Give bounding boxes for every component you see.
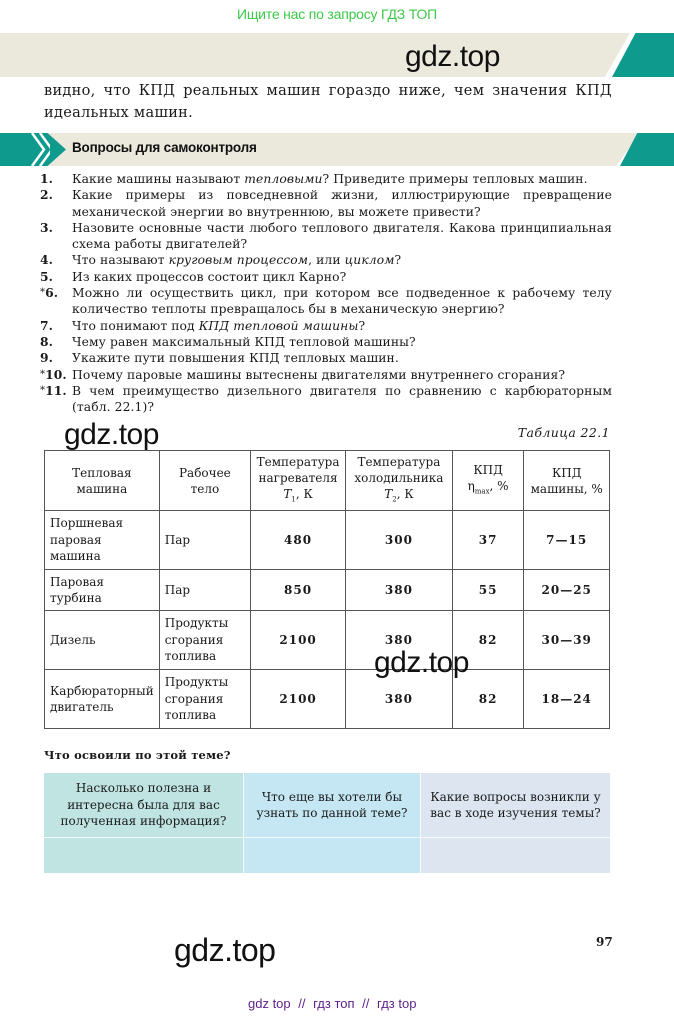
page-number: 97 xyxy=(596,935,613,949)
question-item: 8. Чему равен максимальный КПД тепловой машины? xyxy=(40,333,416,349)
table-row xyxy=(45,511,610,570)
cell-eta: 7—15 xyxy=(524,511,610,570)
question-number: 4. xyxy=(40,252,54,268)
question-item: 3. Назовите основные части любого теплового двигателя. Какова принципиальная схема работы двигателей? xyxy=(40,219,612,252)
question-number: *10. xyxy=(40,366,67,382)
watermark: gdz.top xyxy=(174,932,276,968)
cell-eta-max: 37 xyxy=(452,511,524,570)
double-chevron-right-icon xyxy=(28,133,50,166)
footer-links xyxy=(248,996,420,1011)
section-header xyxy=(0,133,674,166)
cell-eta: 18—24 xyxy=(524,670,610,729)
col-header-machine: Тепловая машина xyxy=(45,451,160,511)
question-number: 1. xyxy=(40,171,54,186)
reflection-column-questions xyxy=(421,773,610,873)
cell-body: Продукты сгорания топлива xyxy=(159,670,250,729)
footer-separator: // xyxy=(298,996,306,1011)
header-band-beige xyxy=(0,33,630,77)
cell-machine: Дизель xyxy=(45,611,160,670)
col-header-t1: Температура нагревателя $T_1$, К xyxy=(251,451,346,511)
cell-t2: 380 xyxy=(346,670,453,729)
questions-list xyxy=(40,171,612,415)
question-item: *6. Можно ли осуществить цикл, при котором все подведенное к рабочему телу количество теплоты превращалось бы в механическую энергию? xyxy=(40,285,612,317)
header-band xyxy=(0,33,674,77)
question-number: 5. xyxy=(40,268,54,284)
reflection-column-learn-more xyxy=(244,773,421,873)
cell-eta-max: 82 xyxy=(452,611,524,670)
cell-eta-max: 55 xyxy=(452,570,524,611)
reflection-title: Что освоили по этой теме? xyxy=(44,748,231,762)
cell-t1: 480 xyxy=(251,511,346,570)
cell-t2: 380 xyxy=(346,611,453,670)
cell-eta: 20—25 xyxy=(524,570,610,611)
cell-body: Пар xyxy=(159,511,250,570)
cell-machine: Паровая турбина xyxy=(45,570,160,611)
section-title: Вопросы для самоконтроля xyxy=(72,140,257,155)
reflection-table xyxy=(44,773,610,873)
question-number: *6. xyxy=(40,285,59,301)
footer-separator: // xyxy=(362,996,370,1011)
question-item: 7. Что понимают под КПД тепловой машины? xyxy=(40,317,366,333)
top-search-banner: Ищите нас по запросу ГДЗ ТОП xyxy=(237,6,437,22)
question-item: 5. Из каких процессов состоит цикл Карно? xyxy=(40,268,347,284)
footer-link-gdz-top-ru[interactable]: гдз топ xyxy=(313,996,355,1011)
cell-t2: 300 xyxy=(346,511,453,570)
cell-body: Продукты сгорания топлива xyxy=(159,611,250,670)
question-number: 2. xyxy=(40,187,54,203)
watermark: gdz.top xyxy=(374,646,469,679)
cell-t1: 2100 xyxy=(251,611,346,670)
question-number: *11. xyxy=(40,382,67,398)
question-item: 1. Какие машины называют тепловыми? Приведите примеры тепловых машин. xyxy=(40,171,588,186)
question-item: *10. Почему паровые машины вытеснены двигателями внутреннего сгорания? xyxy=(40,366,566,382)
cell-machine: Карбюраторный двигатель xyxy=(45,670,160,729)
reflection-answer-field[interactable] xyxy=(244,838,420,873)
question-number: 9. xyxy=(40,350,54,366)
cell-t1: 850 xyxy=(251,570,346,611)
watermark: gdz.top xyxy=(405,40,500,73)
table-header-row xyxy=(45,451,610,511)
question-number: 7. xyxy=(40,317,54,333)
reflection-column-usefulness xyxy=(44,773,244,873)
cell-eta-max: 82 xyxy=(452,670,524,729)
table-row xyxy=(45,570,610,611)
reflection-question: Какие вопросы возникли у вас в ходе изучения темы? xyxy=(421,773,610,838)
footer-link-gdz-top[interactable]: gdz top xyxy=(248,996,291,1011)
question-item: *11. В чем преимущество дизельного двигателя по сравнению с карбюраторным (табл. 22.1)? xyxy=(40,382,612,415)
cell-eta: 30—39 xyxy=(524,611,610,670)
table-caption: Таблица 22.1 xyxy=(517,425,610,440)
reflection-answer-field[interactable] xyxy=(421,838,610,873)
cell-t1: 2100 xyxy=(251,670,346,729)
question-item: 2. Какие примеры из повседневной жизни, иллюстрирующие превращение механической энергии во внутреннюю, вы можете привести? xyxy=(40,187,612,219)
question-number: 8. xyxy=(40,333,54,349)
reflection-answer-field[interactable] xyxy=(44,838,243,873)
question-item: 4. Что называют круговым процессом, или циклом? xyxy=(40,252,402,268)
heat-engines-table xyxy=(44,450,610,729)
question-number: 3. xyxy=(40,219,54,235)
cell-body: Пар xyxy=(159,570,250,611)
reflection-question: Насколько полезна и интересна была для вас полученная информация? xyxy=(44,773,243,838)
table-row xyxy=(45,670,610,729)
table-row xyxy=(45,611,610,670)
col-header-working-body: Рабочее тело xyxy=(159,451,250,511)
watermark: gdz.top xyxy=(64,418,159,451)
reflection-question: Что еще вы хотели бы узнать по данной теме? xyxy=(244,773,420,838)
footer-link-gdz-top-mixed[interactable]: гдз top xyxy=(377,996,417,1011)
col-header-eta: КПД машины, % xyxy=(524,451,610,511)
col-header-eta-max: КПД $\eta_{max}$, % xyxy=(452,451,524,511)
cell-machine: Поршневая паровая машина xyxy=(45,511,160,570)
col-header-t2: Температура холодильника $T_2$, К xyxy=(346,451,453,511)
question-item: 9. Укажите пути повышения КПД тепловых машин. xyxy=(40,350,399,366)
intro-paragraph: видно, что КПД реальных машин гораздо ниже, чем значения КПД идеальных машин. xyxy=(44,83,612,121)
cell-t2: 380 xyxy=(346,570,453,611)
